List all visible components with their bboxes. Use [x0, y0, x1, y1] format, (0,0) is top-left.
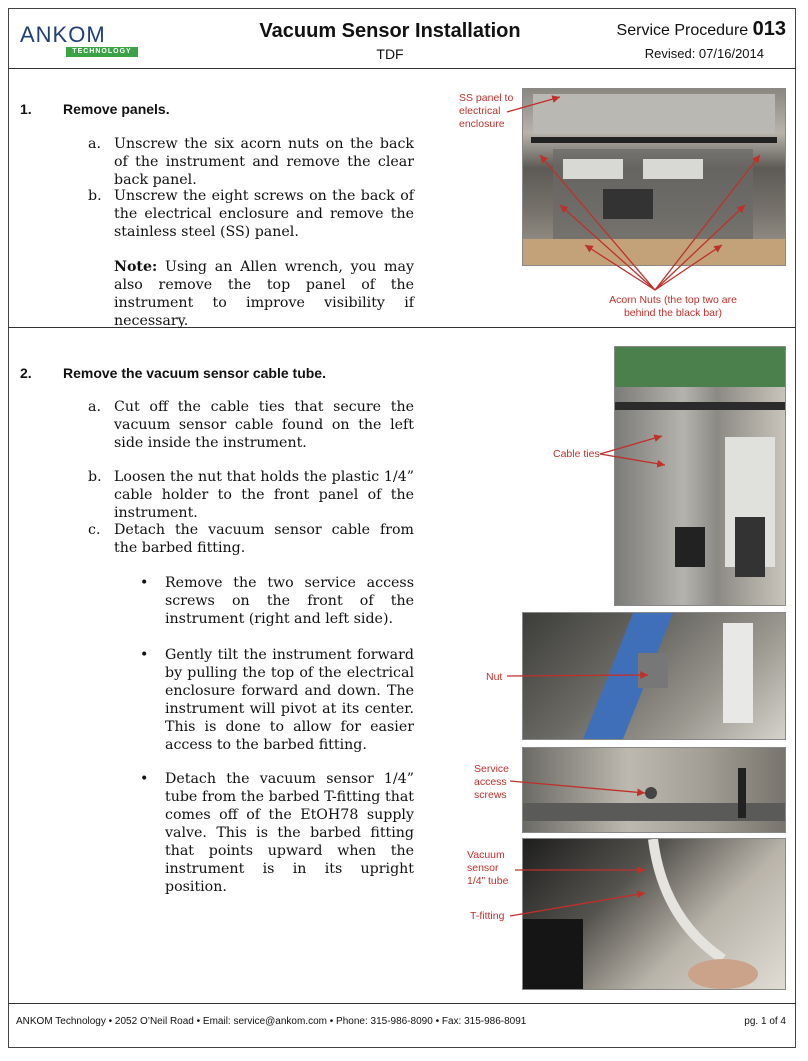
bullet-item — [140, 574, 414, 628]
bullet-item — [140, 646, 414, 754]
logo-wordmark: ANKOM — [20, 22, 106, 47]
t-fitting-illustration — [523, 839, 785, 989]
item-text: Unscrew the six acorn nuts on the back of the instrument and remove the clear back panel. — [114, 136, 414, 188]
service-procedure-label: Service Procedure — [616, 22, 749, 39]
logo-subtitle: TECHNOLOGY — [66, 47, 138, 57]
bullet-item — [140, 770, 414, 896]
nut-illustration — [523, 613, 785, 739]
item-text: Unscrew the eight screws on the back of the electrical enclosure and remove the stainless steel (SS) panel. — [114, 188, 414, 240]
item-letter: c. — [88, 522, 101, 538]
page-subtitle: TDF — [376, 46, 404, 62]
service-procedure-number: 013 — [752, 18, 786, 40]
footer-divider — [8, 1003, 796, 1004]
label-t-fitting: T-fitting — [470, 910, 505, 922]
bullet-text: Remove the two service access screws on the front of the instrument (right and left side). — [165, 575, 414, 627]
step-number: 2. — [20, 365, 32, 381]
bullet-icon: • — [140, 647, 149, 663]
step-1-heading — [20, 101, 170, 117]
cable-ties-photo — [614, 346, 786, 606]
back-panel-photo — [522, 88, 786, 266]
service-procedure — [617, 18, 786, 41]
label-nut: Nut — [486, 671, 503, 683]
t-fitting-photo — [522, 838, 786, 990]
cable-ties-illustration — [615, 347, 785, 605]
step-1-note — [114, 258, 414, 330]
step-2-heading — [20, 365, 326, 381]
page-title: Vacuum Sensor Installation — [259, 20, 521, 42]
step-2-item-b — [88, 468, 414, 522]
note-text: Using an Allen wrench, you may also remove the top panel of the instrument to improve visibility if necessary. — [114, 259, 414, 329]
item-text: Detach the vacuum sensor cable from the barbed fitting. — [114, 522, 414, 556]
item-text: Cut off the cable ties that secure the vacuum sensor cable found on the left side inside the instrument. — [114, 399, 414, 451]
footer-contact: ANKOM Technology • 2052 O’Neil Road • Email: service@ankom.com • Phone: 315-986-8090 • Fax: 315-986-8091 — [16, 1016, 527, 1027]
label-ss-panel: SS panel to electrical enclosure — [459, 92, 514, 130]
bullet-text: Gently tilt the instrument forward by pulling the top of the electrical enclosure forward and down. The instrument will pivot at its center. This is done to allow for easier access to the barbed fitting. — [165, 647, 414, 753]
label-cable-ties: Cable ties — [553, 448, 600, 460]
page-number: pg. 1 of 4 — [744, 1016, 786, 1027]
item-letter: a. — [88, 399, 101, 415]
item-letter: b. — [88, 469, 102, 485]
step-1-item-a — [88, 135, 414, 189]
item-letter: a. — [88, 136, 101, 152]
service-screws-illustration — [523, 748, 785, 832]
label-acorn-nuts: Acorn Nuts (the top two are behind the black bar) — [609, 294, 737, 319]
step-number: 1. — [20, 101, 32, 117]
revision-date: Revised: 07/16/2014 — [644, 46, 764, 61]
label-service-screws: Service access screws — [474, 763, 510, 801]
ankom-logo — [20, 22, 138, 58]
header-divider — [8, 68, 796, 69]
step-title: Remove the vacuum sensor cable tube. — [63, 365, 326, 381]
step-2-item-c — [88, 521, 414, 557]
bullet-text: Detach the vacuum sensor 1/4” tube from the barbed T-fitting that comes off of the EtOH78 supply valve. This is the barbed fitting that points upward when the instrument is in its upright position. — [165, 771, 414, 895]
item-text: Loosen the nut that holds the plastic 1/4” cable holder to the front panel of the instrument. — [114, 469, 414, 521]
item-letter: b. — [88, 188, 102, 204]
note-label: Note: — [114, 259, 158, 275]
service-screws-photo — [522, 747, 786, 833]
back-panel-illustration — [523, 89, 785, 265]
step-2-item-a — [88, 398, 414, 452]
bullet-icon: • — [140, 771, 149, 787]
step-1-item-b — [88, 187, 414, 241]
nut-photo — [522, 612, 786, 740]
bullet-icon: • — [140, 575, 149, 591]
step-title: Remove panels. — [63, 101, 170, 117]
label-vacuum-tube: Vacuum sensor 1/4” tube — [467, 849, 509, 887]
